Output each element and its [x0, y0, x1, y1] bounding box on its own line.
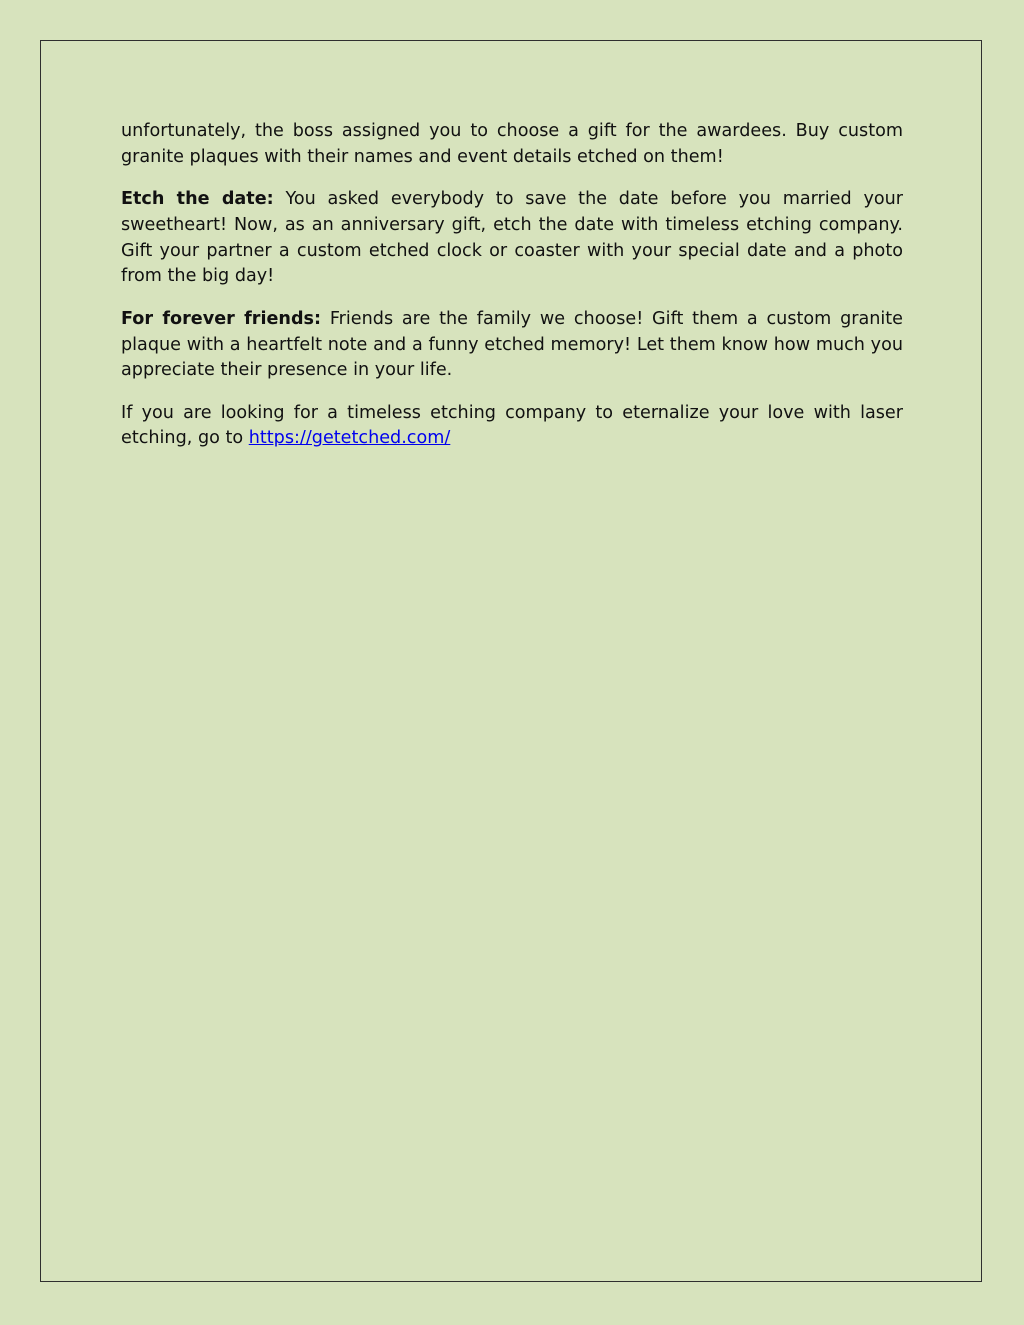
forever-friends-text: Friends are the family we choose! Gift them a custom granite plaque with a heartfelt note and a funny etched memory! Let them know how much you appreciate their presence in your life.	[121, 308, 904, 381]
etch-the-date-text: You asked everybody to save the date before you married your sweetheart! Now, as an anniversary gift, etch the date with timeless etching company. Gift your partner a custom etched clock or coaster with your special date and a photo from the big day!	[121, 189, 903, 287]
document-body	[121, 119, 903, 469]
paragraph-intro-text: unfortunately, the boss assigned you to choose a gift for the awardees. Buy custom granite plaques with their names and event details etched on them!	[121, 121, 903, 167]
paragraph-forever-friends	[121, 307, 903, 384]
paragraph-closing	[121, 401, 903, 453]
forever-friends-heading: For forever friends:	[121, 308, 322, 329]
paragraph-etch-the-date	[121, 187, 903, 290]
closing-text: If you are looking for a timeless etching company to eternalize your love with laser etching, go to	[121, 402, 903, 449]
getetched-link[interactable]: https://getetched.com/	[248, 428, 451, 449]
etch-the-date-heading: Etch the date:	[121, 189, 274, 210]
paragraph-intro	[121, 119, 903, 171]
